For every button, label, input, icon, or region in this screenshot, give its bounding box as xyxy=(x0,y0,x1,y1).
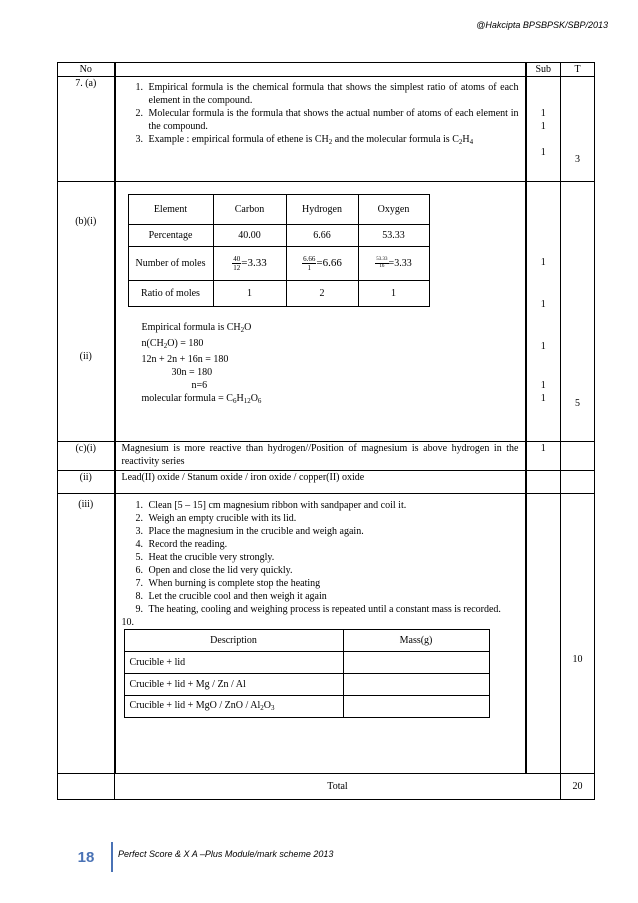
answer-7c-ii: Lead(II) oxide / Stanum oxide / iron oxide / copper(II) oxide xyxy=(115,471,526,494)
answer-7c-i: Magnesium is more reactive than hydrogen//Position of magnesium is above hydrogen in the reactivity series xyxy=(115,442,526,471)
total-7a: 3 xyxy=(561,77,595,182)
moles-carbon: $\frac{40}{12}$ =3.33 xyxy=(213,247,286,281)
answer-7b xyxy=(115,182,526,442)
col-oxygen: Oxygen xyxy=(358,195,429,225)
list-item: 7. When burning is complete stop the heating xyxy=(146,577,519,590)
total-label: Total xyxy=(115,774,561,800)
label-7b: (b)(i) (ii) xyxy=(58,182,115,442)
mark-scheme-table xyxy=(57,62,595,800)
row-7c-ii xyxy=(58,471,595,494)
answer-7a xyxy=(115,77,526,182)
list-item: 4. Record the reading. xyxy=(146,538,519,551)
list-item: 2. Molecular formula is the formula that shows the actual number of atoms of each element in the compound. xyxy=(146,107,519,133)
mass-table xyxy=(124,629,490,718)
total-7b: 5 xyxy=(561,182,595,442)
total-row xyxy=(58,774,595,800)
table-row: Number of moles $\frac{40}{12}$ =3.33 $\frac{6.66}{1}$ =6.66 $\frac{53.33}{16}$ =3.33 xyxy=(128,247,429,281)
moles-oxygen: $\frac{53.33}{16}$ =3.33 xyxy=(358,247,429,281)
answer-7c-iii xyxy=(115,494,526,774)
step-10-label: 10. xyxy=(121,617,134,628)
footer-text: Perfect Score & X A –Plus Module/mark scheme 2013 xyxy=(118,849,334,859)
table-row: Crucible + lid + MgO / ZnO / $Al_2O_3$ xyxy=(124,696,489,718)
label-7c-i: (c)(i) xyxy=(58,442,115,471)
footer-divider xyxy=(111,842,113,872)
list-item: 3. Place the magnesium in the crucible and weigh again. xyxy=(146,525,519,538)
page-number: 18 xyxy=(77,849,95,866)
procedure-steps xyxy=(122,499,519,616)
label-7a: 7. (a) xyxy=(58,77,115,182)
row-7c-iii xyxy=(58,494,595,774)
col-carbon: Carbon xyxy=(213,195,286,225)
row-7b xyxy=(58,182,595,442)
header-t: T xyxy=(561,63,595,77)
label-7c-iii: (iii) xyxy=(58,494,115,774)
total-value: 20 xyxy=(561,774,595,800)
table-header-row xyxy=(58,63,595,77)
list-item: 2. Weigh an empty crucible with its lid. xyxy=(146,512,519,525)
sub-7b: 1 1 1 1 1 xyxy=(526,182,561,442)
sub-7a: 1 1 1 xyxy=(526,77,561,182)
list-item: 6. Open and close the lid very quickly. xyxy=(146,564,519,577)
col-mass: Mass(g) xyxy=(343,630,489,652)
table-row: Crucible + lid xyxy=(124,652,489,674)
page-header: @Hakcipta BPSBPSK/SBP/2013 xyxy=(476,20,608,30)
list-item: 5. Heat the crucible very strongly. xyxy=(146,551,519,564)
header-sub: Sub xyxy=(526,63,561,77)
list-item: 1. Clean [5 – 15] cm magnesium ribbon with sandpaper and coil it. xyxy=(146,499,519,512)
sub-7c-i: 1 xyxy=(526,442,561,471)
moles-hydrogen: $\frac{6.66}{1}$ =6.66 xyxy=(286,247,358,281)
col-description: Description xyxy=(124,630,343,652)
row-7c-i xyxy=(58,442,595,471)
total-7c: 10 xyxy=(561,494,595,774)
molecular-formula-working: Empirical formula is $CH_2O$ $n(CH_2O) = 180$ 12n + 2n + 16n = 180 30n = 180 n=6 molecular formula = $C_6H_{12}O_6$ xyxy=(141,322,262,405)
table-row: Percentage 40.00 6.66 53.33 xyxy=(128,225,429,247)
header-no: No xyxy=(58,63,115,77)
list-item: 3. Example : empirical formula of ethene is $CH_2$ and the molecular formula is $C_2H_4$ xyxy=(146,133,519,149)
table-row: Crucible + lid + Mg / Zn / Al xyxy=(124,674,489,696)
list-item: 9. The heating, cooling and weighing process is repeated until a constant mass is recorded. xyxy=(146,603,519,616)
col-element: Element xyxy=(128,195,213,225)
list-item: 1. Empirical formula is the chemical formula that shows the simplest ratio of atoms of each element in the compound. xyxy=(146,81,519,107)
table-row: Ratio of moles 1 2 1 xyxy=(128,281,429,307)
row-7a xyxy=(58,77,595,182)
col-hydrogen: Hydrogen xyxy=(286,195,358,225)
definition-list xyxy=(122,81,519,149)
list-item: 8. Let the crucible cool and then weigh it again xyxy=(146,590,519,603)
label-7c-ii: (ii) xyxy=(58,471,115,494)
mole-ratio-table xyxy=(128,194,430,307)
